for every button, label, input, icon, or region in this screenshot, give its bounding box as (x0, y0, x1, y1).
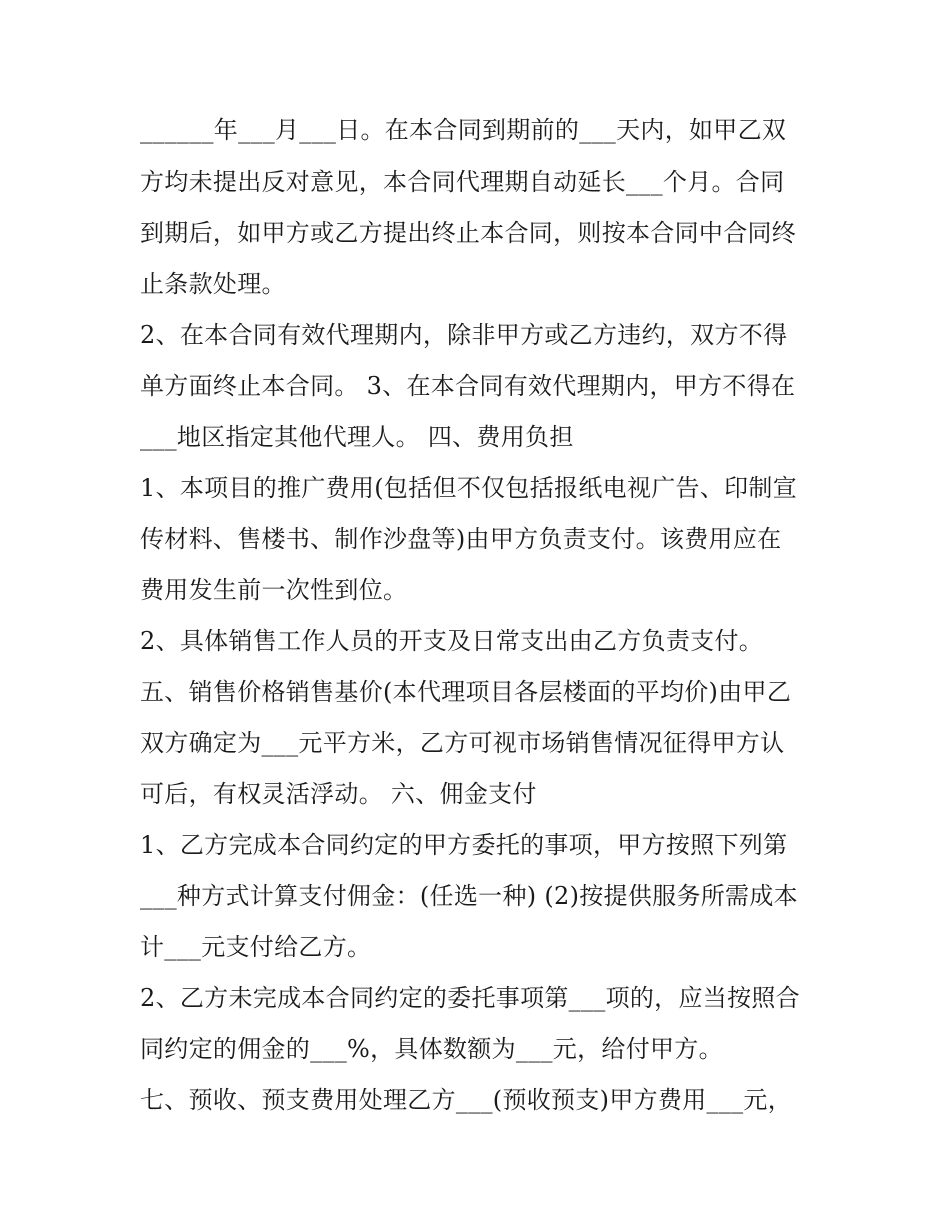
text-line: 2、乙方未完成本合同约定的委托事项第___项的，应当按照合 (140, 984, 800, 1012)
text-line: 2、具体销售工作人员的开支及日常支出由乙方负责支付。 (140, 627, 764, 655)
text-line: 2、在本合同有效代理期内，除非甲方或乙方违约，双方不得 (140, 321, 788, 349)
text-line: 同约定的佣金的___%，具体数额为___元，给付甲方。 (140, 1035, 723, 1063)
text-line: 1、本项目的推广费用(包括但不仅包括报纸电视广告、印制宣 (140, 474, 798, 502)
text-line: 到期后，如甲方或乙方提出终止本合同，则按本合同中合同终 (140, 219, 797, 247)
text-line: 传材料、售楼书、制作沙盘等)由甲方负责支付。该费用应在 (140, 525, 782, 553)
text-line: 五、销售价格销售基价(本代理项目各层楼面的平均价)由甲乙 (140, 678, 792, 706)
text-line: 1、乙方完成本合同约定的甲方委托的事项，甲方按照下列第 (140, 831, 788, 859)
text-line: 计___元支付给乙方。 (140, 933, 372, 961)
text-line: 七、预收、预支费用处理乙方___(预收预支)甲方费用___元， (140, 1086, 793, 1114)
text-line: 单方面终止本合同。 3、在本合同有效代理期内，甲方不得在 (140, 372, 796, 400)
text-line: ______年___月___日。在本合同到期前的___天内，如甲乙双 (140, 116, 787, 144)
text-line: ___种方式计算支付佣金：(任选一种) (2)按提供服务所需成本 (140, 882, 798, 910)
text-line: ___地区指定其他代理人。 四、费用负担 (140, 423, 574, 451)
text-line: 方均未提出反对意见，本合同代理期自动延长___个月。合同 (140, 168, 785, 196)
text-line: 可后，有权灵活浮动。 六、佣金支付 (140, 780, 537, 808)
text-line: 双方确定为___元平方米，乙方可视市场销售情况征得甲方认 (140, 729, 785, 757)
text-line: 费用发生前一次性到位。 (140, 576, 408, 604)
text-line: 止条款处理。 (140, 270, 286, 298)
